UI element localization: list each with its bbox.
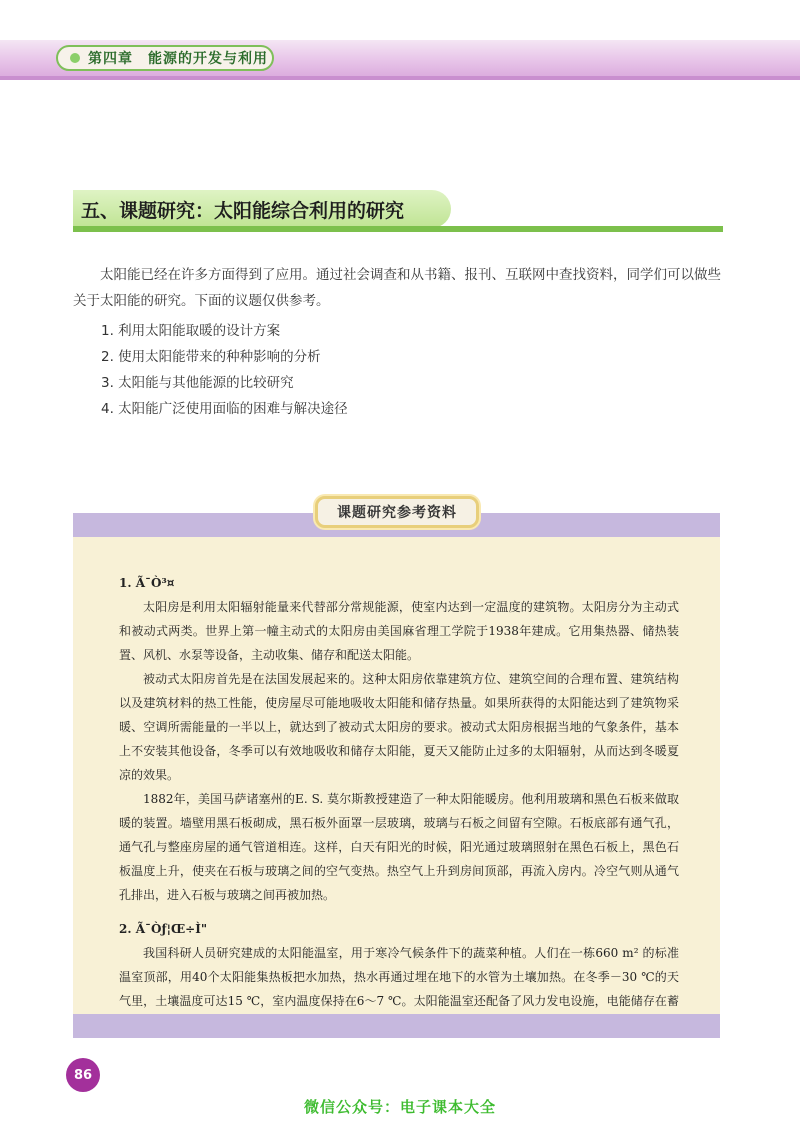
section-title-box [73, 190, 451, 228]
topic-list [73, 318, 723, 422]
page-number: 86 [73, 1067, 93, 1083]
header-divider [0, 76, 800, 80]
reference-paragraph: 太阳房是利用太阳辐射能量来代替部分常规能源，使室内达到一定温度的建筑物。太阳房分为主动式和被动式两类。世界上第一幢主动式的太阳房由美国麻省理工学院于1938年建成。它用集热器、储热装置、风机、水泵等设备，主动收集、储存和配送太阳能。 [119, 600, 679, 662]
intro-paragraph: 太阳能已经在许多方面得到了应用。通过社会调查和从书籍、报刊、互联网中查找资料，同学们可以做些关于太阳能的研究。下面的议题仅供参考。 [73, 267, 721, 309]
chapter-tab [56, 45, 274, 71]
section-heading [73, 190, 723, 240]
page-number-badge [66, 1058, 100, 1092]
watermark-text: 微信公众号：电子课本大全 [303, 1098, 496, 1116]
chapter-title: 第四章 能源的开发与利用 [88, 51, 268, 67]
reference-paragraph: 被动式太阳房首先是在法国发展起来的。这种太阳房依靠建筑方位、建筑空间的合理布置、建筑结构以及建筑材料的热工性能，使房屋尽可能地吸收太阳能和储存热量。如果所获得的太阳能达到了建筑物采暖、空调所需能量的一半以上，就达到了被动式太阳房的要求。被动式太阳房根据当地的气象条件，基本上不安装其他设备，冬季可以有效地吸收和储存太阳能，夏天又能防止过多的太阳辐射，从而达到冬暖夏凉的效果。 [119, 672, 679, 782]
list-item: 1. 利用太阳能取暖的设计方案 [101, 323, 281, 339]
list-item: 4. 太阳能广泛使用面临的困难与解决途径 [101, 401, 348, 417]
reference-box [73, 505, 720, 1038]
bullet-dot-icon [70, 53, 80, 63]
section-title: 五、课题研究：太阳能综合利用的研究 [81, 199, 405, 222]
reference-label-text: 课题研究参考资料 [337, 505, 457, 521]
list-item: 2. 使用太阳能带来的种种影响的分析 [101, 349, 321, 365]
reference-paragraph: 1882年，美国马萨诸塞州的E. S. 莫尔斯教授建造了一种太阳能暖房。他利用玻璃和黑色石板来做取暖的装置。墙壁用黑石板砌成，黑石板外面罩一层玻璃，玻璃与石板之间留有空隙。石板底部有通气孔，通气孔与整座房屋的通气管道相连。这样，白天有阳光的时候，阳光通过玻璃照射在黑色石板上，黑色石板温度上升，使夹在石板与玻璃之间的空气变热。热空气上升到房间顶部，再流入房内。冷空气则从通气孔排出，进入石板与玻璃之间再被加热。 [119, 792, 679, 902]
intro-block [73, 262, 723, 422]
section-underline-bar [73, 226, 723, 232]
subsection-heading: 2. Ã¯Òƒ¦Œ÷Ì" [119, 922, 208, 936]
subsection-heading: 1. Ã¯Ò³¤ [119, 576, 175, 590]
list-item: 3. 太阳能与其他能源的比较研究 [101, 375, 294, 391]
reference-paragraph: 我国科研人员研究建成的太阳能温室，用于寒冷气候条件下的蔬菜种植。人们在一栋660 m² 的标准温室顶部，用40个太阳能集热板把水加热，热水再通过埋在地下的水管为土壤加热。在冬季－30 ℃的天气里，土壤温度可达15 ℃，室内温度保持在6～7 ℃。太阳能温室还配备了风力发电设施，电能储存在蓄 [119, 946, 679, 1008]
reference-label [315, 496, 479, 528]
reference-bottom-bar [73, 1014, 720, 1038]
reference-content [119, 571, 679, 1037]
